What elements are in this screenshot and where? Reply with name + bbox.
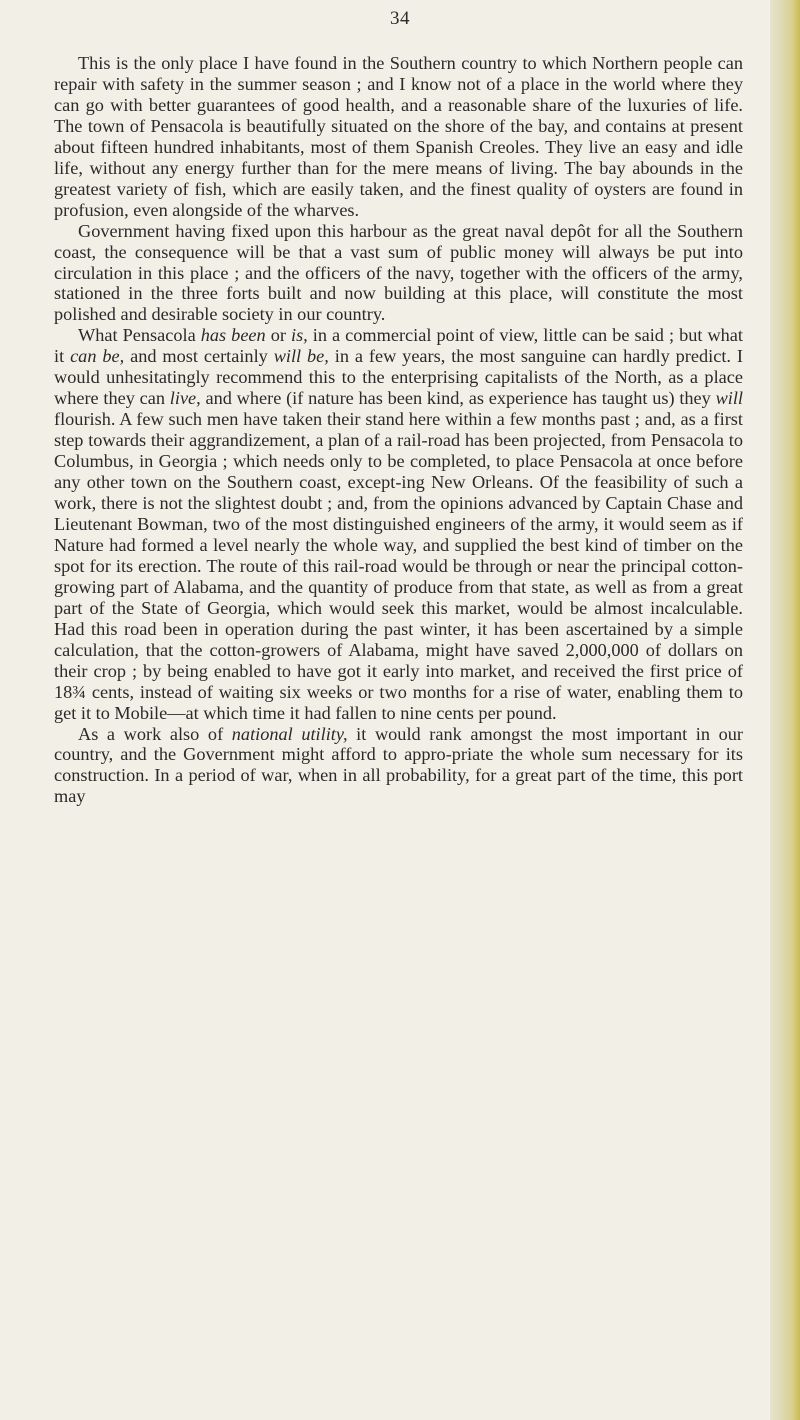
text-run: Government having fixed upon this harbour as the great naval depôt for all the Southern coast, the consequence will be that a vast sum of public money will always be put into circulation in this place ; and the officers of the navy, together with the officers of the army, stationed in the three forts built and now building at this place, will constitute the most polished and desirable society in our country. [54,220,743,325]
text-run: or [265,325,291,346]
text-run: As a work also of [78,723,232,744]
text-run: What Pensacola [78,325,201,346]
paragraph [54,53,743,221]
page-edge-stain [770,0,800,1420]
text-run: in a commercial point of view, little can be said ; but what it [54,325,744,367]
italic-run: is, [290,325,308,346]
text-run: This is the only place I have found in the Southern country to which Northern people can repair with safety in the summer season ; and I know not of a place in the world where they can go with better guarantees of good health, and a reasonable share of the luxuries of life. The town of Pensacola is beautifully situated on the shore of the bay, and contains at present about fifteen hundred inhabitants, most of them Spanish Creoles. They live an easy and idle life, without any energy further than for the mere means of living. The bay abounds in the greatest variety of fish, which are easily taken, and the finest quality of oysters are found in profusion, even alongside of the wharves. [54,53,743,220]
text-run: and where (if nature has been kind, as experience has taught us) they [200,388,716,409]
body-text [54,53,743,807]
paragraph [54,221,743,326]
text-run: flourish. A few such men have taken their stand here within a few months past ; and, as a first step towards their aggrandizement, a plan of a rail-road has been projected, from Pensacola to Columbus, in Georgia ; which needs only to be completed, to place Pensacola at once before any other town on the Southern coast, except-ing New Orleans. Of the feasibility of such a work, there is not the slightest doubt ; and, from the opinions advanced by Captain Chase and Lieutenant Bowman, two of the most distinguished engineers of the army, it would seem as if Nature had formed a level nearly the whole way, and supplied the best kind of timber on the spot for its erection. The route of this rail-road would be through or near the principal cotton-growing part of Alabama, and the quantity of produce from that state, as well as from a great part of the State of Georgia, which would seek this market, would be almost incalculable. Had this road been in operation during the past winter, it has been ascertained by a simple calculation, that the cotton-growers of Alabama, might have saved 2,000,000 of dollars on their crop ; by being enabled to have got it early into market, and received the first price of 18¾ cents, instead of waiting six weeks or two months for a rise of water, enabling them to get it to Mobile—at which time it had fallen to nine cents per pound. [54,409,743,723]
italic-run: national utility, [231,723,348,744]
text-run: in a few years, the most sanguine can hardly predict. I would unhesitatingly recommend this to the enterprising capitalists of the North, as a place where they can [54,346,743,409]
italic-run: can be, [70,346,125,367]
italic-run: will [715,388,743,409]
italic-run: live, [169,388,201,409]
text-run: and most certainly [124,346,274,367]
paragraph [54,724,743,808]
italic-run: has been [200,325,266,346]
paragraph [54,325,743,723]
italic-run: will be, [273,346,329,367]
page-number: 34 [390,8,410,29]
text-run: it would rank amongst the most important in our country, and the Government might afford to appro-priate the whole sum necessary for its construction. In a period of war, when in all probability, for a great part of the time, this port may [54,723,743,807]
